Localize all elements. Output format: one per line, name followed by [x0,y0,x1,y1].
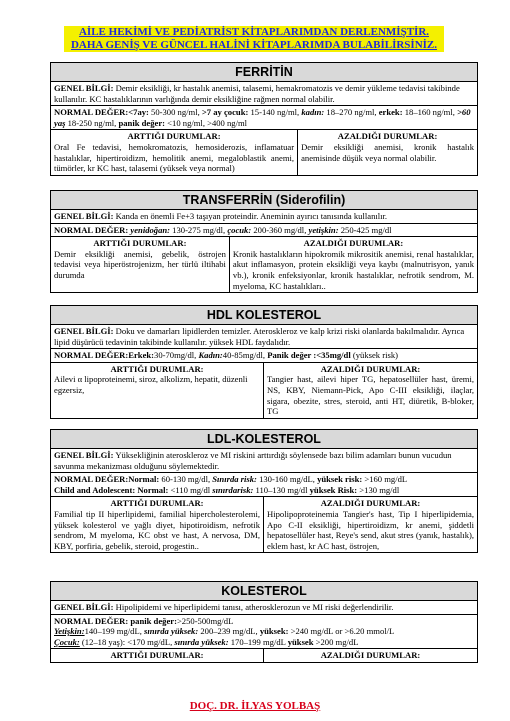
low-title: AZALDIĞI DURUMLAR: [320,363,421,374]
normal-value: >240 mg/dL or >6.20 mmol/L [288,626,395,637]
ferritin-card [50,62,478,176]
normal-label: NORMAL DEĞER: [54,107,129,118]
normal-key: yüksek Risk: [309,484,358,495]
normal-value: >250-500mg/dL [176,615,234,626]
normal-value: >200 mg/dL [313,636,359,647]
low-title: AZALDIĞI DURUMLAR: [303,238,404,249]
info-text: Kanda en önemli Fe+3 taşıyan proteindir. Aneminin ayırıcı tanısında kullanılır. [115,211,388,221]
normal-key: >7 ay çocuk: [201,107,249,118]
hdl-card [50,305,478,419]
info-label: GENEL BİLGİ: [54,602,114,612]
normal-key: panik değer: [118,117,166,128]
transferrin-info [51,210,477,224]
kolesterol-conditions [51,649,477,662]
low-title: AZALDIĞI DURUMLAR: [320,650,421,661]
ldl-normal [51,473,477,497]
info-text: Doku ve damarları lipidlerden temizler. Ateroskleroz ve kalp krizi riski olanlarda bakılmalıdır. Ayrıca lipid düşürücü tedavinin takibinde kullanılır. yüksek HDL faydalıdır. [54,326,465,347]
hdl-conditions [51,363,477,418]
ldl-title: LDL-KOLESTEROL [51,430,477,449]
normal-value: 60-130 mg/dl, [159,474,213,485]
normal-key: Sınırda risk: [212,474,257,485]
normal-value: 18–160 ng/ml, [402,107,458,118]
normal-label: NORMAL DEĞER:Normal: [54,474,160,485]
hdl-low [264,363,477,418]
ferritin-info [51,82,477,106]
transferrin-normal [51,224,477,238]
info-text: Demir eksikliği, kr hastalık anemisi, talasemi, hemakromatozis ve demir yükleme tedavisi takibinde kullanılır. KC hastalıklarının varlığında demir eksikliğine rağmen normal olabilir. [54,83,460,104]
kolesterol-high [51,649,264,662]
kolesterol-normal [51,615,477,650]
low-text: Kronik hastalıkların hipokromik mikrositik anemisi, renal hastalıklar, akut inflamasyon, protein eksikliği veya kaybı (malnutrisyon, yanık vb.), kronik enfeksiyonlar, kronik hastalıklar, nefrotik sendrom, M. myeloma, KC hastalıkları.. [232,248,474,291]
ferritin-title: FERRİTİN [51,63,477,82]
transferrin-low [230,237,477,292]
low-text: Tangier hast, ailevi hiper TG, hepatosellüler hast, üremi, NS, KBY, Niemann-Pick, Apo C-III eksikliği, ilaçlar, sigara, obezite, stres, steroid, anti HT, diüretik, B-bloker, TG [267,374,474,417]
adult-label: Yetişkin: [54,626,85,637]
normal-value: 140–199 mg/dL, [84,626,145,637]
high-text: Oral Fe tedavisi, hemokromatozis, hemosiderozis, inflamatuar hastalıklar, hipertiroidizm, hemolitik anemi, megaloblastik anemi, tümörler, kr KC hast, talasemi (yüksek veya normal) [54,141,295,174]
normal-value: 130-160 mg/dL, [256,474,318,485]
info-label: GENEL BİLGİ: [54,450,114,460]
banner-line-2: DAHA GENİŞ VE GÜNCEL HALİNİ KİTAPLARIMDA BULABİLİRSİNİZ. [64,39,444,52]
low-title: AZALDIĞI DURUMLAR: [320,498,421,509]
kolesterol-info [51,601,477,615]
kolesterol-card [50,581,478,663]
normal-value: 40-85mg/dl, [222,350,268,361]
normal-key: Panik değer :<35mg/dl [267,350,351,361]
normal-value: (yüksek risk) [350,350,398,361]
high-title: ARTTIĞI DURUMLAR: [127,131,221,142]
author-footer: DOÇ. DR. İLYAS YOLBAŞ [189,700,321,712]
info-label: GENEL BİLGİ: [54,326,114,336]
info-label: GENEL BİLGİ: [54,211,114,221]
normal-value: 170–199 mg/dL [228,636,288,647]
ldl-low [264,497,477,552]
normal-key: kadın: [301,107,325,118]
high-text: Demir eksikliği anemisi, gebelik, östrojen tedavisi veya hiperöstrojenizm, her türlü iltihabi durumda [54,248,226,280]
info-text: Yüksekliğinin ateroskleroz ve MI riskini arttırdığı söylensede bazı bilim adamları bunun vucudun savunma mekanizması olduğunu söylemektedir. [54,450,452,471]
normal-value: (12–18 yaş): <170 mg/dL, [79,636,175,647]
high-title: ARTTIĞI DURUMLAR: [110,650,204,661]
normal-value: 15-140 ng/ml, [248,107,302,118]
kolesterol-title: KOLESTEROL [51,582,477,601]
low-title: AZALDIĞI DURUMLAR: [337,131,438,142]
transferrin-conditions [51,237,477,292]
normal-key: Kadın: [198,350,223,361]
normal-value: 200–239 mg/dL, [198,626,260,637]
normal-value: 200-360 mg/dl, [251,224,309,235]
hdl-high [51,363,264,418]
normal-key: yüksek: [259,626,289,637]
normal-value: 130-275 mg/dl, [170,224,228,235]
normal-key: erkek: [378,107,403,118]
normal-value: <10 ng/ml, >400 ng/ml [165,117,248,128]
ldl-info [51,449,477,473]
normal-key: sınırdarisk: [212,484,254,495]
high-text: Familial tip II hiperlipidemi, familial hipercholesterolemi, yüksek kolesterol ve yağlı diyet, hipotiroidism, nefrotik sendrom, M myeloma, KC obst ve hast, A nervosa, DM, KBY, porfiria, gebelik, steroid, progestin.. [54,508,260,551]
ferritin-high [51,130,298,174]
low-text: Hipolipoproteinemia Tangier's hast, Tip I hiperlipidemia, Apo C-II eksikliği, hipertiroidizm, kr anemi, şiddetli hepatosellüler hast, Reye's send, akut stres (yanık, hastalık), eklem hast, kr AC hast, östrojen, [267,508,474,551]
normal-key: yüksek risk: [317,474,363,485]
ferritin-normal [51,106,477,130]
normal-value: >130 mg/dl [357,484,400,495]
transferrin-card [50,190,478,293]
normal-key: sınırda yüksek: [144,626,199,637]
normal-value: 18–270 ng/ml, [324,107,379,118]
kolesterol-low [264,649,477,662]
ldl-high [51,497,264,552]
normal-value: 30-70mg/dl, [154,350,199,361]
normal-key: >60 yaş [54,107,471,128]
normal-label: NORMAL DEĞER: [54,224,129,235]
normal-value: >160 mg/dL [362,474,408,485]
normal-key: yüksek [287,636,314,647]
normal-value: 250-425 mg/dl [338,224,392,235]
transferrin-high [51,237,230,292]
ferritin-conditions [51,130,477,174]
hdl-info [51,325,477,349]
high-title: ARTTIĞI DURUMLAR: [110,363,204,374]
transferrin-title: TRANSFERRİN (Siderofilin) [51,191,477,210]
info-label: GENEL BİLGİ: [54,83,114,93]
ferritin-low [298,130,477,174]
normal-value: 18-250 ng/ml, [65,117,119,128]
info-text: Hipolipidemi ve hiperlipidemi tanısı, atherosklerozun ve MI riski değerlendirilir. [115,602,394,612]
normal-value: 50-300 ng/ml, [148,107,202,118]
normal-value: 110–130 mg/dl [253,484,310,495]
normal-value: <110 mg/dl [168,484,213,495]
hdl-normal [51,349,477,363]
low-text: Demir eksikliği anemisi, kronik hastalık anemisinde düşük veya normal olabilir. [301,141,474,163]
normal-key: <7ay: [128,107,149,118]
normal-label: NORMAL DEĞER: panik değer: [54,615,177,626]
normal-key: sınırda yüksek: [174,636,229,647]
child-label: Çocuk: [54,636,80,647]
banner-line-1: AİLE HEKİMİ VE PEDİATRİST KİTAPLARIMDAN DERLENMİŞTİR. [64,26,444,39]
normal-key: çocuk: [227,224,252,235]
high-title: ARTTIĞI DURUMLAR: [110,498,204,509]
normal-key: Erkek: [128,350,155,361]
ldl-conditions [51,497,477,552]
high-text: Ailevi α lipoproteinemi, siroz, alkolizm, hepatit, düzenli egzersiz, [54,374,248,395]
child-label: Child and Adolescent: Normal: [54,484,169,495]
hdl-title: HDL KOLESTEROL [51,306,477,325]
high-title: ARTTIĞI DURUMLAR: [93,238,187,249]
normal-label: NORMAL DEĞER: [54,350,129,361]
normal-key: yenidoğan: [130,224,171,235]
ldl-card [50,429,478,553]
normal-key: yetişkin: [308,224,339,235]
